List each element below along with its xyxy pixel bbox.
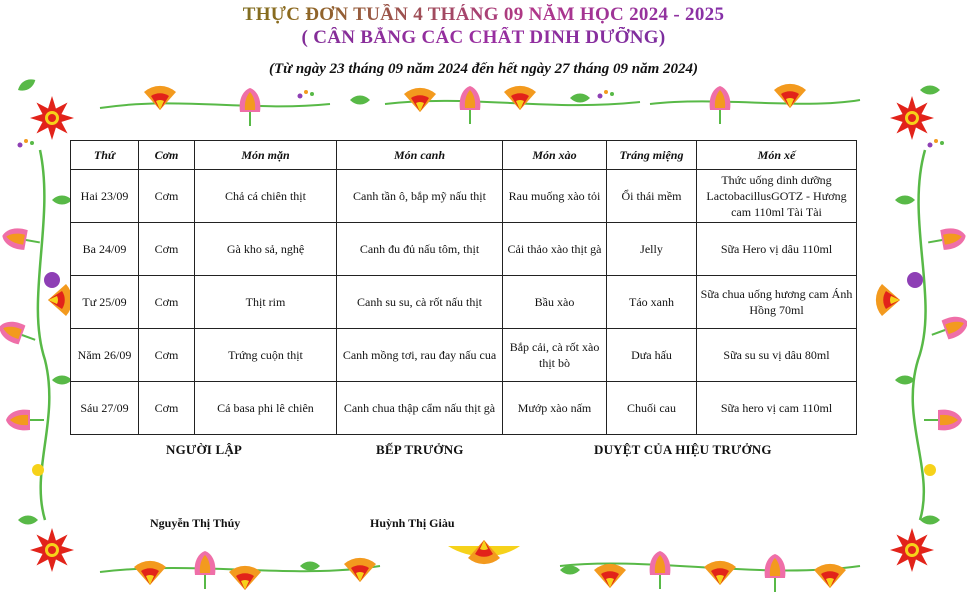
table-cell: Bắp cải, cà rốt xào thịt bò <box>503 329 607 382</box>
col-header-main-dish: Món mặn <box>195 141 337 170</box>
table-cell: Canh đu đủ nấu tôm, thịt <box>337 223 503 276</box>
chef-label: BẾP TRƯỞNG <box>376 442 464 457</box>
table-cell: Canh su su, cà rốt nấu thịt <box>337 276 503 329</box>
principal-label: DUYỆT CỦA HIỆU TRƯỞNG <box>594 442 772 457</box>
table-cell: Hai 23/09 <box>71 170 139 223</box>
table-cell: Tư 25/09 <box>71 276 139 329</box>
table-cell: Năm 26/09 <box>71 329 139 382</box>
table-cell: Chả cá chiên thịt <box>195 170 337 223</box>
col-header-day: Thứ <box>71 141 139 170</box>
col-header-soup: Món canh <box>337 141 503 170</box>
table-cell: Canh mồng tơi, rau đay nấu cua <box>337 329 503 382</box>
table-cell: Thịt rim <box>195 276 337 329</box>
table-cell: Ba 24/09 <box>71 223 139 276</box>
table-cell: Cơm <box>139 223 195 276</box>
table-cell: Rau muống xào tỏi <box>503 170 607 223</box>
table-row <box>71 170 857 223</box>
table-cell: Gà kho sả, nghệ <box>195 223 337 276</box>
table-row <box>71 382 857 435</box>
table-cell: Chuối cau <box>607 382 697 435</box>
date-range: (Từ ngày 23 tháng 09 năm 2024 đến hết ngày 27 tháng 09 năm 2024) <box>268 61 699 77</box>
table-cell: Cơm <box>139 382 195 435</box>
preparer-name: Nguyễn Thị Thúy <box>150 516 241 530</box>
col-header-snack: Món xế <box>697 141 857 170</box>
table-cell: Sáu 27/09 <box>71 382 139 435</box>
table-cell: Cá basa phi lê chiên <box>195 382 337 435</box>
table-cell: Canh chua thập cẩm nấu thịt gà <box>337 382 503 435</box>
table-cell: Trứng cuộn thịt <box>195 329 337 382</box>
col-header-stir-fry: Món xào <box>503 141 607 170</box>
menu-title: THỰC ĐƠN TUẦN 4 THÁNG 09 NĂM HỌC 2024 - 2025 <box>0 4 967 26</box>
table-cell: Cải thảo xào thịt gà <box>503 223 607 276</box>
table-cell: Dưa hấu <box>607 329 697 382</box>
table-cell: Thức uống dinh dưỡng LactobacillusGOTZ - Hương cam 110ml Tài Tài <box>697 170 857 223</box>
menu-subtitle: ( CÂN BẰNG CÁC CHẤT DINH DƯỠNG) <box>0 27 967 49</box>
table-cell: Sữa Hero vị dâu 110ml <box>697 223 857 276</box>
preparer-label: NGƯỜI LẬP <box>166 442 243 457</box>
table-cell: Táo xanh <box>607 276 697 329</box>
table-row <box>71 276 857 329</box>
table-cell: Mướp xào nấm <box>503 382 607 435</box>
table-row <box>71 329 857 382</box>
table-cell: Ổi thái mềm <box>607 170 697 223</box>
table-header-row <box>71 141 857 170</box>
col-header-rice: Cơm <box>139 141 195 170</box>
table-cell: Cơm <box>139 170 195 223</box>
table-cell: Jelly <box>607 223 697 276</box>
weekly-menu-table <box>70 140 857 435</box>
chef-name: Huỳnh Thị Giàu <box>370 516 455 530</box>
table-cell: Sữa chua uống hương cam Ánh Hồng 70ml <box>697 276 857 329</box>
table-cell: Canh tần ô, bắp mỹ nấu thịt <box>337 170 503 223</box>
table-cell: Bầu xào <box>503 276 607 329</box>
table-cell: Sữa su su vị dâu 80ml <box>697 329 857 382</box>
col-header-dessert: Tráng miệng <box>607 141 697 170</box>
table-cell: Sữa hero vị cam 110ml <box>697 382 857 435</box>
table-cell: Cơm <box>139 329 195 382</box>
table-cell: Cơm <box>139 276 195 329</box>
table-row <box>71 223 857 276</box>
